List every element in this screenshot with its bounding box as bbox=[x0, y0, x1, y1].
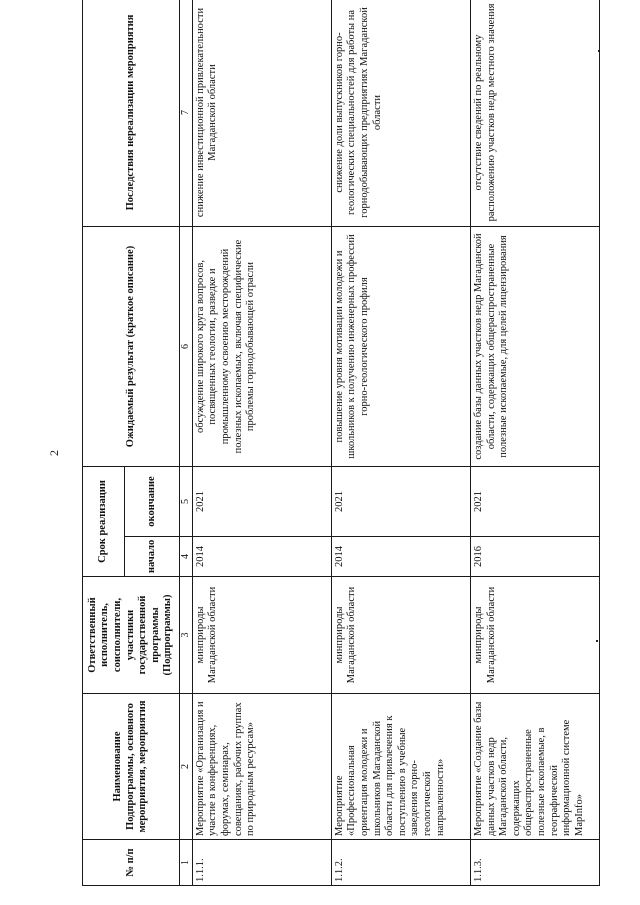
table-row bbox=[331, 0, 470, 886]
row-end: 2021 bbox=[470, 467, 599, 537]
row-start: 2016 bbox=[470, 537, 599, 577]
header-row bbox=[83, 0, 125, 886]
row-end: 2021 bbox=[331, 467, 470, 537]
row-name: Мероприятие «Профессиональная ориентация молодежи и школьников Магаданской области для привлечения к поступлению в учебные заведения горно-геологической направленности» bbox=[331, 694, 470, 840]
column-number: 6 bbox=[179, 227, 192, 467]
header-result: Ожидаемый результат (краткое описание) bbox=[83, 227, 180, 467]
row-consequences: снижение доли выпускников горно-геологических специальностей для работы на горнодобывающих предприятиях Магаданской области bbox=[331, 0, 470, 227]
row-result: обсуждение широкого круга вопросов, посвященных геологии, разведке и промышленному освоению месторождений полезных ископаемых, включая специфические проблемы горнодобывающей отрасли bbox=[192, 227, 331, 467]
row-responsible: минприроды Магаданской области bbox=[192, 577, 331, 694]
row-num: 1.1.2. bbox=[331, 840, 470, 886]
header-end: окончание bbox=[125, 467, 179, 537]
column-number: 7 bbox=[179, 0, 192, 227]
header-num: № п/п bbox=[83, 840, 180, 886]
header-consequences: Последствия нереализации мероприятия bbox=[83, 0, 180, 227]
header-name: Наименование Подпрограммы, основного мероприятия, мероприятия bbox=[83, 694, 180, 840]
row-start: 2014 bbox=[331, 537, 470, 577]
rotated-table-container bbox=[82, 0, 600, 886]
row-responsible: минприроды Магаданской области bbox=[331, 577, 470, 694]
program-activities-table bbox=[82, 0, 600, 886]
column-number: 1 bbox=[179, 840, 192, 886]
row-num: 1.1.1. bbox=[192, 840, 331, 886]
header-responsible: Ответственный исполнитель, соисполнители, участники государственной программы (Подпрограммы) bbox=[83, 577, 180, 694]
row-result: создание базы данных участков недр Магаданской области, содержащих общераспространенные полезные ископаемые, для целей лицензирования bbox=[470, 227, 599, 467]
column-number: 5 bbox=[179, 467, 192, 537]
row-consequences: снижение инвестиционной привлекательности Магаданской области bbox=[192, 0, 331, 227]
column-number-row bbox=[179, 0, 192, 886]
column-number: 3 bbox=[179, 577, 192, 694]
header-period: Срок реализации bbox=[83, 467, 125, 577]
column-number: 4 bbox=[179, 537, 192, 577]
page-number: 2 bbox=[47, 450, 61, 456]
column-number: 2 bbox=[179, 694, 192, 840]
row-result: повышение уровня мотивации молодежи и школьников к получению инженерных профессий горно-геологического профиля bbox=[331, 227, 470, 467]
row-num: 1.1.3. bbox=[470, 840, 599, 886]
row-name: Мероприятие «Организация и участие в конференциях, форумах, семинарах, совещаниях, рабочих группах по природным ресурсам» bbox=[192, 694, 331, 840]
row-start: 2014 bbox=[192, 537, 331, 577]
table-row bbox=[470, 0, 599, 886]
row-consequences: отсутствие сведений по реальному расположению участков недр местного значения bbox=[470, 0, 599, 227]
table-row bbox=[192, 0, 331, 886]
row-end: 2021 bbox=[192, 467, 331, 537]
row-name: Мероприятие «Создание базы данных участков недр Магаданской области, содержащих общераспространенные полезные ископаемые, в географической информационной системе MapInfo» bbox=[470, 694, 599, 840]
header-start: начало bbox=[125, 537, 179, 577]
row-responsible: минприроды Магаданской области bbox=[470, 577, 599, 694]
